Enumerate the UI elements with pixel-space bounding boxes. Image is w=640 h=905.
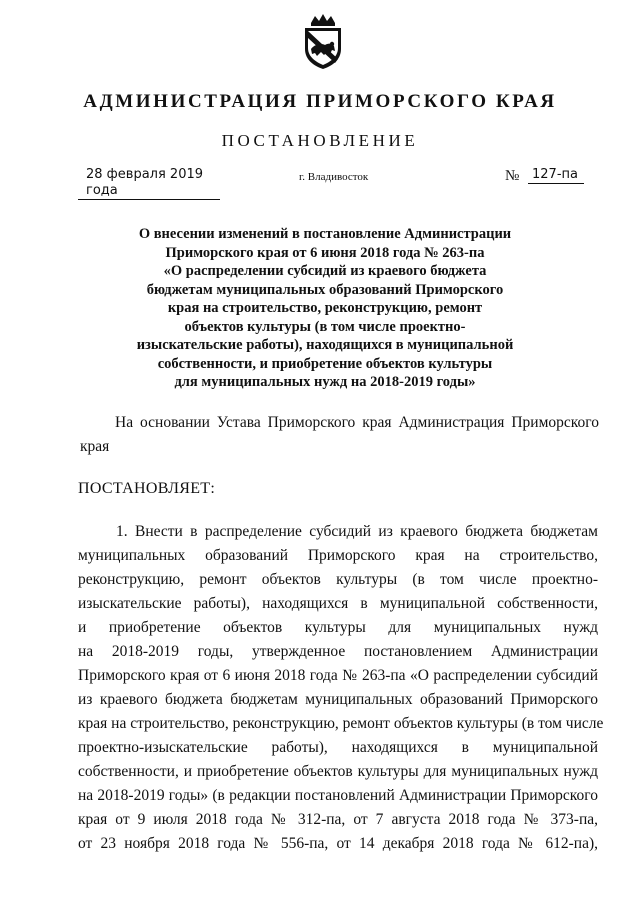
basis-line: На основании Устава Приморского края Администрация Приморского (115, 414, 599, 431)
paragraph-line: Приморского края от 6 июня 2018 года № 263-па «О распределении субсидий (78, 667, 598, 684)
subject-line: О внесении изменений в постановление Администрации (138, 226, 512, 242)
document-date: 28 февраля 2019 года (78, 167, 220, 200)
paragraph-line: края от 9 июля 2018 года № 312-па, от 7 августа 2018 года № 373-па, (78, 811, 598, 828)
subject-line: «О распределении субсидий из краевого бюджета (163, 263, 487, 279)
paragraph-line: реконструкцию, ремонт объектов культуры (в том числе проектно- (78, 571, 598, 588)
paragraph-line: на 2018-2019 годы, утвержденное постановлением Администрации (78, 643, 598, 660)
subject-line: для муниципальных нужд на 2018-2019 годы» (174, 374, 476, 390)
subject-line: бюджетам муниципальных образований Приморского (146, 281, 504, 298)
paragraph-line: муниципальных образований Приморского края на строительство, (78, 547, 598, 564)
document-city: г. Владивосток (299, 171, 369, 183)
subject-line: Приморского края от 6 июня 2018 года № 263-па (165, 244, 485, 261)
document-type: ПОСТАНОВЛЕНИЕ (221, 131, 419, 150)
paragraph-line: края на строительство, реконструкцию, ремонт объектов культуры (в том числе (78, 715, 604, 732)
primorsky-coat-of-arms-icon (297, 13, 349, 71)
basis-line: края (80, 438, 110, 455)
subject-line: изыскательские работы), находящихся в муниципальной (136, 337, 514, 353)
paragraph-line: из краевого бюджета бюджетам муниципальных образований Приморского (78, 691, 598, 708)
number-sign: № (505, 168, 520, 184)
resolves-heading: ПОСТАНОВЛЯЕТ: (78, 480, 216, 497)
subject-line: объектов культуры (в том числе проектно- (184, 318, 466, 335)
paragraph-line: собственности, и приобретение объектов культуры для муниципальных нужд (78, 763, 598, 780)
paragraph-line: от 23 ноября 2018 года № 556-па, от 14 декабря 2018 года № 612-па), (78, 835, 598, 852)
organization-title: АДМИНИСТРАЦИЯ ПРИМОРСКОГО КРАЯ (83, 91, 557, 112)
subject-line: собственности, и приобретение объектов культуры (157, 355, 493, 372)
document-number: 127-па (528, 167, 584, 184)
paragraph-line: 1. Внести в распределение субсидий из краевого бюджета бюджетам (116, 523, 598, 540)
paragraph-line: и приобретение объектов культуры для муниципальных нужд (78, 619, 598, 636)
paragraph-line: изыскательские работы), находящихся в муниципальной собственности, (78, 595, 598, 612)
paragraph-line: на 2018-2019 годы» (в редакции постановлений Администрации Приморского (78, 787, 598, 804)
subject-line: края на строительство, реконструкцию, ремонт (167, 300, 483, 316)
document-subject (110, 225, 540, 392)
paragraph-line: проектно-изыскательские работы), находящихся в муниципальной (78, 739, 598, 756)
